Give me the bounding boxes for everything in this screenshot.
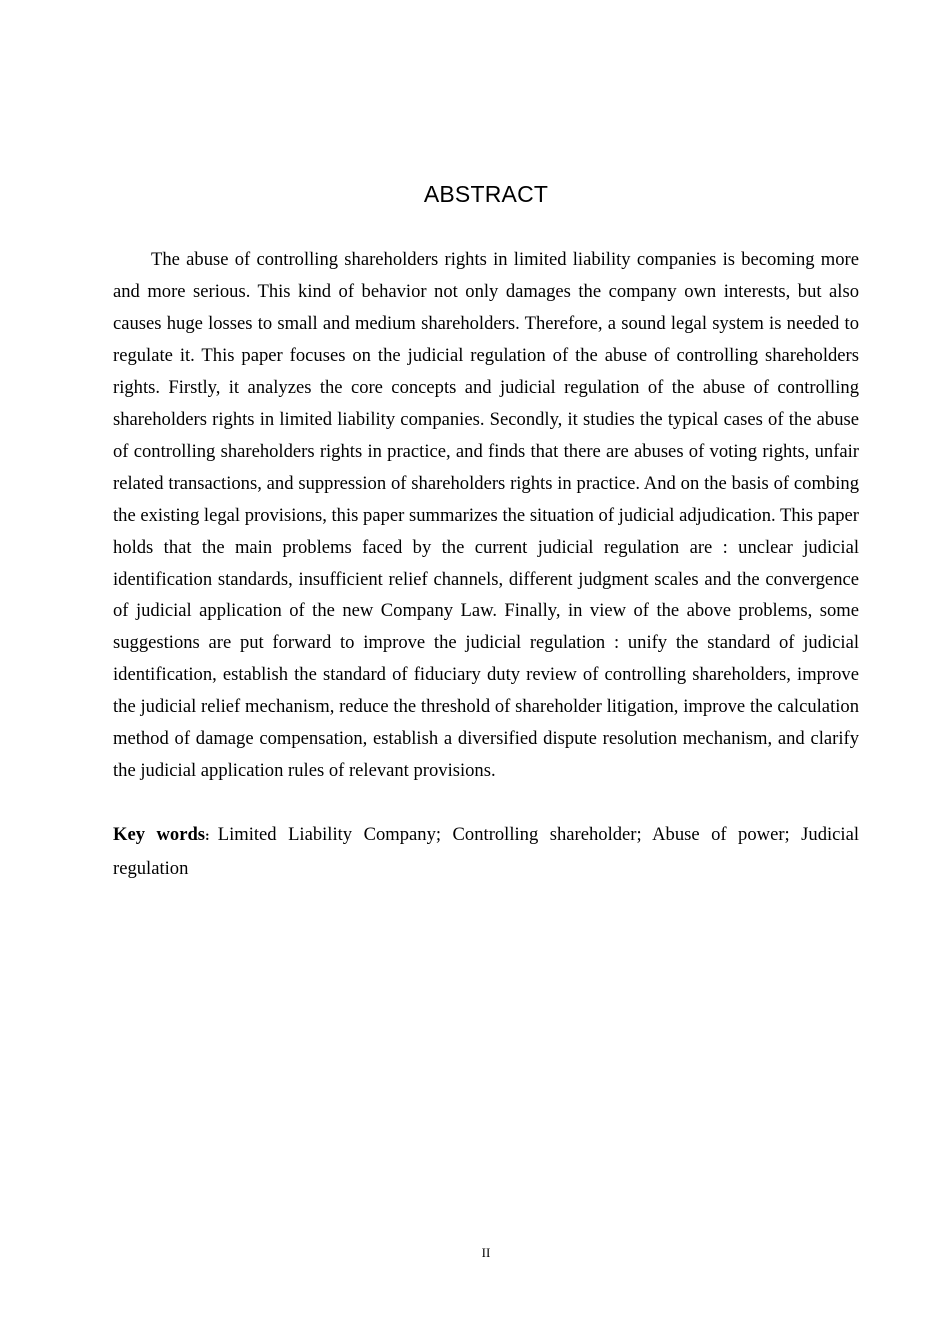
keywords-label: Key words <box>113 824 206 845</box>
keywords-text: Limited Liability Company; Controlling shareholder; Abuse of power; Judicial regulation <box>113 824 859 879</box>
keywords-separator: : <box>205 829 210 844</box>
abstract-paragraph: The abuse of controlling shareholders rights in limited liability companies is becoming more and more serious. This kind of behavior not only damages the company own interests, but also causes huge losses to small and medium shareholders. Therefore, a sound legal system is needed to regulate it. This paper focuses on the judicial regulation of the abuse of controlling shareholders rights. Firstly, it analyzes the core concepts and judicial regulation of the abuse of controlling shareholders rights in limited liability companies. Secondly, it studies the typical cases of the abuse of controlling shareholders rights in practice, and finds that there are abuses of voting rights, unfair related transactions, and suppression of shareholders rights in practice. And on the basis of combing the existing legal provisions, this paper summarizes the situation of judicial adjudication. This paper holds that the main problems faced by the current judicial regulation are : unclear judicial identification standards, insufficient relief channels, different judgment scales and the convergence of judicial application of the new Company Law. Finally, in view of the above problems, some suggestions are put forward to improve the judicial regulation : unify the standard of judicial identification, establish the standard of fiduciary duty review of controlling shareholders, improve the judicial relief mechanism, reduce the threshold of shareholder litigation, improve the calculation method of damage compensation, establish a diversified dispute resolution mechanism, and clarify the judicial application rules of relevant provisions. <box>113 249 859 782</box>
keywords-line <box>113 819 859 885</box>
abstract-title: ABSTRACT <box>423 181 549 207</box>
page-number: II <box>481 1245 491 1260</box>
